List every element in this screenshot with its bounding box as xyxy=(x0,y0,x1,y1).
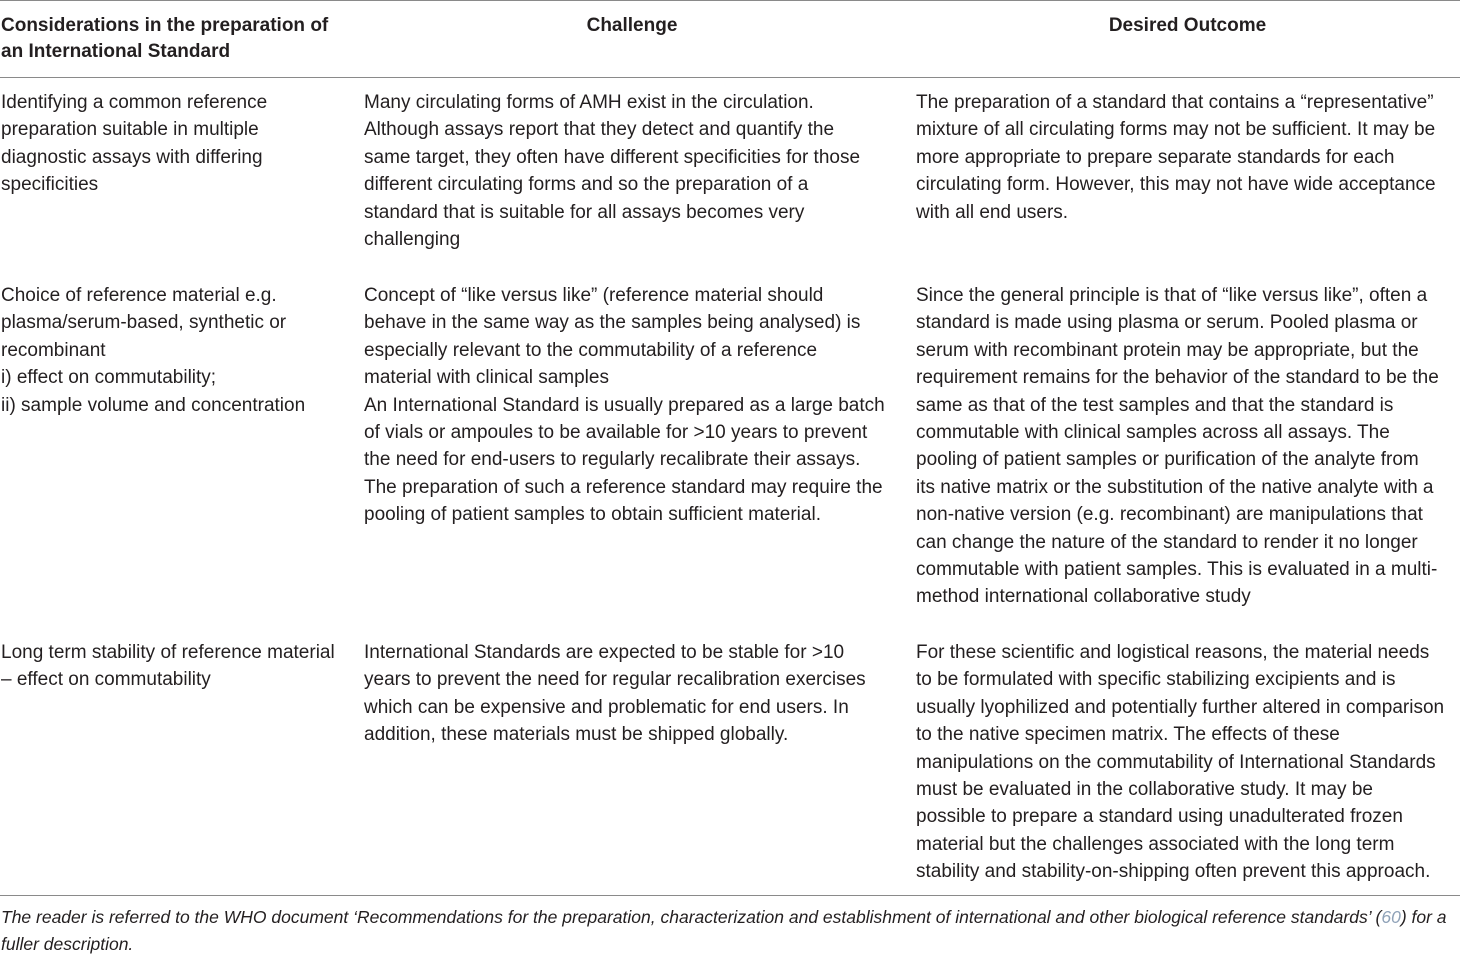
header-rule xyxy=(0,77,1460,78)
row2-outcome: Since the general principle is that of “like versus like”, often a standard is made using plasma or serum. Pooled plasma or serum with recombinant protein may be appropriate, but the requirement remains for the behavior of the standard to be the same as that of the test samples and that the standard is commutable with clinical samples across all assays. The pooling of patient samples or purification of the analyte from its native matrix or the substitution of the native analyte with a non-native version (e.g. recombinant) are manipulations that can change the nature of the standard to render it no longer commutable with patient samples. This is evaluated in a multi- method international collaborative study xyxy=(916,285,1439,608)
row1-outcome: The preparation of a standard that contains a “representative” mixture of all circulating forms may not be sufficient. It may be more appropriate to prepare separate standards for each circulating form. However, this may not have wide acceptance with all end users. xyxy=(916,92,1436,223)
header-desired-outcome: Desired Outcome xyxy=(1108,15,1267,36)
row2-challenge: Concept of “like versus like” (reference material should behave in the same way as the samples being analysed) is especially relevant to the commutability of a reference material with clinical samples An International Standard is usually prepared as a large batch of vials or ampoules to be available for >10 years to prevent the need for end-users to regularly recalibrate their assays. The preparation of such a reference standard may require the pooling of patient samples to obtain sufficient material. xyxy=(364,285,885,526)
header-considerations: Considerations in the preparation of an International Standard xyxy=(1,15,329,62)
row1-challenge: Many circulating forms of AMH exist in the circulation. Although assays report that they detect and quantify the same target, they often have different specificities for those different circulating forms and so the preparation of a standard that is suitable for all assays becomes very challenging xyxy=(364,92,861,251)
table-top-rule xyxy=(0,0,1460,1)
footnote-text-before: The reader is referred to the WHO document ‘Recommendations for the preparation, characterization and establishment of international and other biological reference standards’ ( xyxy=(1,907,1382,927)
row2-consideration: Choice of reference material e.g. plasma/serum-based, synthetic or recombinant i) effect on commutability; ii) sample volume and concentration xyxy=(1,285,306,416)
table-bottom-rule xyxy=(0,895,1460,896)
header-challenge: Challenge xyxy=(586,15,678,36)
footnote-text-after: ) for a fuller description. xyxy=(1,907,1447,954)
reference-link[interactable]: 60 xyxy=(1381,907,1401,927)
row3-outcome: For these scientific and logistical reasons, the material needs to be formulated with specific stabilizing excipients and is usually lyophilized and potentially further altered in comparison to the native specimen matrix. The effects of these manipulations on the commutability of International Standards must be evaluated in the collaborative study. It may be possible to prepare a standard using unadulterated frozen material but the challenges associated with the long term stability and stability-on-shipping often prevent this approach. xyxy=(916,642,1445,883)
table-footnote xyxy=(1,904,1459,958)
row3-challenge: International Standards are expected to be stable for >10 years to prevent the need for regular recalibration exercises which can be expensive and problematic for end users. In addition, these materials must be shipped globally. xyxy=(364,642,866,746)
row3-consideration: Long term stability of reference material – effect on commutability xyxy=(1,642,335,691)
row1-consideration: Identifying a common reference preparation suitable in multiple diagnostic assays with differing specificities xyxy=(1,92,268,196)
